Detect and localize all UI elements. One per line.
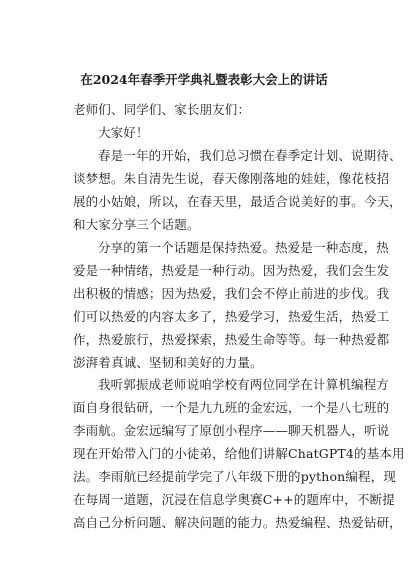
paragraph-line: 和大家分享三个话题。 xyxy=(73,217,200,232)
paragraph-1 xyxy=(73,144,402,236)
paragraph-line: 面自身很钻研，一个是九九班的金宏远，一个是八七班的 xyxy=(73,400,390,415)
salutation-block xyxy=(73,98,351,144)
paragraph-line: 们可以热爱的内容太多了，热爱学习，热爱生活，热爱工 xyxy=(73,309,390,324)
paragraph-line: 在每周一道题，沉浸在信息学奥赛C++的题库中，不断提 xyxy=(73,492,395,507)
paragraph-line: 现在开始带入门的小徒弟，给他们讲解ChatGPT4的基本用 xyxy=(73,446,405,461)
paragraph-line: 展的小姑娘，所以，在春天里，最适合说美好的事。今天， xyxy=(73,194,402,209)
paragraph-line: 爱是一种情绪，热爱是一种行动。因为热爱，我们会生发 xyxy=(73,263,390,278)
paragraph-line: 高自己分析问题、解决问题的能力。热爱编程、热爱钻研， xyxy=(73,515,402,530)
paragraph-line: 春是一年的开始，我们总习惯在春季定计划、说期待、 xyxy=(98,148,402,163)
paragraph-line: 我听郭振成老师说咱学校有两位同学在计算机编程方 xyxy=(98,377,389,392)
paragraph-2 xyxy=(73,236,390,374)
paragraph-line: 作，热爱旅行，热爱探索，热爱生命等等。每一种热爱都 xyxy=(73,332,390,347)
paragraph-line: 澎湃着真诚、坚韧和美好的力量。 xyxy=(73,355,263,370)
paragraph-3 xyxy=(73,373,405,534)
page-title: 在2024年春季开学典礼暨表彰大会上的讲话 xyxy=(80,72,328,87)
greeting: 大家好！ xyxy=(98,125,149,140)
paragraph-line: 法。李雨航已经提前学完了八年级下册的python编程，现 xyxy=(73,469,396,484)
salutation: 老师们、同学们、家长朋友们： xyxy=(73,102,251,117)
paragraph-line: 出积极的情感；因为热爱，我们会不停止前进的步伐。我 xyxy=(73,286,390,301)
paragraph-line: 李雨航。金宏远编写了原创小程序——聊天机器人，听说 xyxy=(73,423,390,438)
paragraph-line: 分享的第一个话题是保持热爱。热爱是一种态度，热 xyxy=(98,240,389,255)
paragraph-line: 谈梦想。朱自清先生说，春天像刚落地的娃娃，像花枝招 xyxy=(73,171,390,186)
